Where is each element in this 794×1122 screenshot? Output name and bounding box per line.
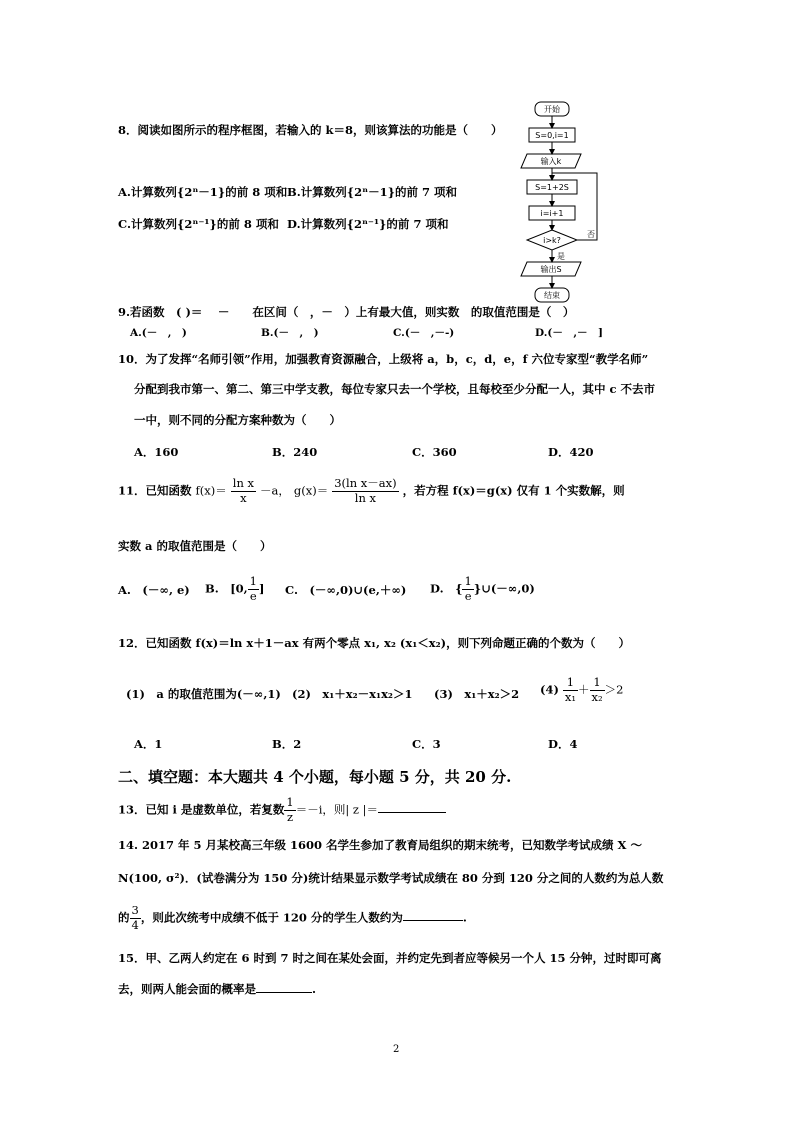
q12-s4-numerator-1: 1 [563, 676, 578, 691]
q11-g-numerator: 3(ln x－ax) [334, 476, 397, 490]
flow-update-i-label: i=i+1 [540, 209, 564, 218]
q14-line3: 的 $\frac{3}{4}$ ，则此次统考中成绩不低于 120 分的学生人数约为 . [118, 903, 467, 932]
q15-line2-text: 去，则两人能会面的概率是 [118, 982, 256, 996]
q13-answer-blank[interactable] [378, 812, 446, 813]
q11-post: ，若方程 f(x)＝g(x) 仅有 1 个实数解，则 [402, 483, 625, 498]
q10-line1: 10．为了发挥“名师引领”作用，加强教育资源融合，上级将 a，b，c，d，e，f 六位专家型“教学名师” [118, 352, 649, 366]
q14-line3-post: ，则此次统考中成绩不低于 120 分的学生人数约为 [140, 910, 403, 925]
q11-option-b [205, 575, 264, 604]
q15-answer-blank[interactable] [256, 992, 312, 993]
q11-g-lhs: g(x)＝ [293, 483, 329, 498]
q13-pre: 13．已知 i 是虚数单位，若复数 [118, 802, 285, 817]
q12-statement-4 [540, 676, 623, 705]
q12-s4-numerator-2: 1 [590, 676, 605, 691]
q10-option-c: C．360 [412, 445, 457, 459]
q9-option-d: D.(－ ,－ ] [535, 327, 603, 339]
q14-numerator: 3 [131, 903, 139, 917]
q11-f-fraction [231, 477, 256, 506]
q11-f-numerator: ln x [232, 476, 254, 490]
q13-fraction [284, 796, 295, 825]
q14-fraction [130, 904, 141, 933]
q8-option-c: C.计算数列{2ⁿ⁻¹}的前 8 项和 [118, 217, 279, 231]
q11-f-tail: －a， [260, 483, 290, 498]
q10-line3: 一中，则不同的分配方案种数为（ ） [134, 413, 341, 427]
q11-g-denominator: ln x [354, 490, 377, 505]
flow-start-label: 开始 [544, 105, 560, 114]
q8-option-d: D.计算数列{2ⁿ⁻¹}的前 7 项和 [287, 217, 449, 231]
q9-option-c: C.(－ ,－-) [393, 327, 455, 339]
q12-s4-denominator-2: x₂ [591, 689, 603, 704]
q12-stem: 12．已知函数 f(x)＝ln x＋1－ax 有两个零点 x₁, x₂ (x₁＜x₂)，则下列命题正确的个数为（ ） [118, 636, 631, 650]
q14-line1: 14. 2017 年 5 月某校高三年级 1600 名学生参加了教育局组织的期末统考，已知数学考试成绩 X ～ [118, 838, 642, 852]
q11-optb-numerator: 1 [249, 574, 257, 588]
q13-stem [118, 796, 446, 825]
q12-s4-post: ＞2 [604, 682, 624, 697]
q11-f-lhs: f(x)＝ [195, 483, 227, 498]
q14-denominator: 4 [131, 917, 139, 932]
flow-no-label: 否 [587, 230, 595, 239]
q13-numerator: 1 [286, 795, 294, 809]
q8-stem: 8．阅读如图所示的程序框图，若输入的 k＝8，则该算法的功能是（ ） [118, 123, 503, 137]
q10-line2: 分配到我市第一、第二、第三中学支教，每位专家只去一个学校，且每校至少分配一人，其中 c 不去市 [134, 382, 656, 396]
flowchart-diagram [515, 98, 605, 306]
q9-option-b: B.(－ , ) [261, 327, 319, 339]
q14-line3-pre: 的 [118, 910, 130, 925]
page-number: 2 [393, 1044, 400, 1055]
q12-option-b: B．2 [272, 737, 302, 751]
q12-s4-fraction-1 [563, 676, 578, 705]
q12-s4-fraction-2 [590, 676, 605, 705]
q12-s4-pre: (4) [540, 682, 559, 697]
flow-yes-label: 是 [557, 252, 565, 261]
q12-statement-1: (1) a 的取值范围为(－∞,1) [126, 687, 281, 701]
q12-option-d: D．4 [548, 737, 578, 751]
q13-denominator: z [287, 809, 294, 824]
q15-line2: 去，则两人能会面的概率是 . [118, 982, 317, 996]
section-2-heading: 二、填空题：本大题共 4 个小题，每小题 5 分，共 20 分. [118, 768, 512, 786]
q11-optd-denominator: e [464, 588, 472, 603]
q10-option-b: B．240 [272, 445, 318, 459]
q9-option-a: A.(－ , ) [130, 327, 187, 339]
q9-stem: 9.若函数 ( )＝ － 在区间（ ，－ ）上有最大值，则实数 的取值范围是（ ） [118, 305, 575, 319]
flow-init-label: S=0,i=1 [535, 131, 569, 140]
q11-optd-pre: D. { [430, 581, 463, 596]
q11-f-denominator: x [240, 490, 247, 505]
q11-option-a: A. (－∞, e) [118, 583, 190, 597]
q14-line2: N(100, σ²)．(试卷满分为 150 分)统计结果显示数学考试成绩在 80 分到 120 分之间的人数约为总人数 [118, 871, 664, 885]
flow-input-label: 输入k [540, 157, 562, 166]
q11-optb-post: ] [259, 581, 265, 596]
q13-post: ＝－i，则| z |＝ [295, 802, 379, 817]
q11-line2: 实数 a 的取值范围是（ ） [118, 539, 272, 553]
q11-optb-pre: B. [0, [205, 581, 248, 596]
q11-pre: 11．已知函数 [118, 483, 192, 498]
flow-end-label: 结束 [544, 291, 560, 300]
q8-option-b: B.计算数列{2ⁿ－1}的前 7 项和 [287, 185, 457, 199]
q11-option-d [430, 575, 535, 604]
q10-option-a: A．160 [134, 445, 179, 459]
q15-line1: 15．甲、乙两人约定在 6 时到 7 时之间在某处会面，并约定先到者应等候另一个人 15 分钟，过时即可离 [118, 951, 662, 965]
q11-optd-numerator: 1 [464, 574, 472, 588]
q8-option-a: A.计算数列{2ⁿ－1}的前 8 项和 [118, 185, 288, 199]
q11-g-fraction [332, 477, 398, 506]
q12-s4-plus: ＋ [578, 682, 590, 697]
q11-optd-post: }∪(－∞,0) [473, 581, 535, 596]
q11-optd-fraction [462, 575, 473, 604]
q11-option-c: C. (－∞,0)∪(e,＋∞) [285, 583, 407, 597]
q10-option-d: D．420 [548, 445, 594, 459]
q12-statement-2: (2) x₁＋x₂－x₁x₂＞1 [292, 687, 413, 701]
q14-answer-blank[interactable] [403, 920, 463, 921]
q11-optb-fraction [248, 575, 259, 604]
q12-option-c: C．3 [412, 737, 441, 751]
q12-statement-3: (3) x₁＋x₂＞2 [434, 687, 520, 701]
q11-stem [118, 477, 625, 506]
flow-output-label: 输出S [540, 265, 562, 274]
q12-option-a: A．1 [134, 737, 163, 751]
q12-s4-denominator-1: x₁ [564, 689, 577, 704]
q11-optb-denominator: e [249, 588, 257, 603]
flow-update-s-label: S=1+2S [535, 183, 569, 192]
flow-condition-label: i>k? [543, 236, 561, 245]
